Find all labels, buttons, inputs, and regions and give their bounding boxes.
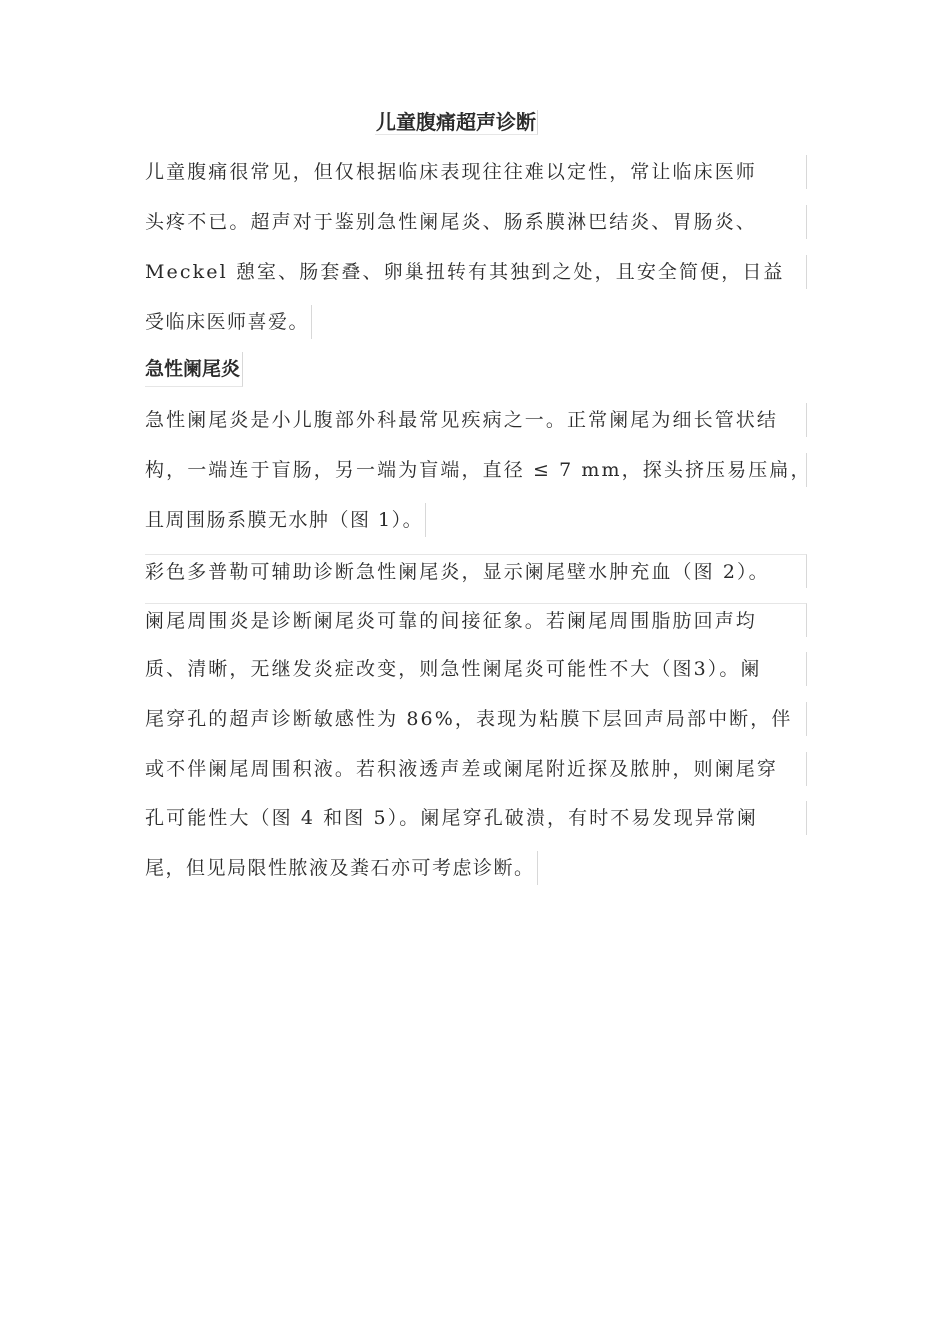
para1-line-2: 构，一端连于盲肠，另一端为盲端，直径 ≤ 7 mm，探头挤压易压扁， [145, 453, 807, 487]
intro-line-4: 受临床医师喜爱。 [145, 305, 312, 339]
para3-line-2: 质、清晰，无继发炎症改变，则急性阑尾炎可能性不大（图3）。阑 [145, 652, 807, 686]
intro-line-1: 儿童腹痛很常见，但仅根据临床表现往往难以定性，常让临床医师 [145, 155, 807, 189]
para3-line-6: 尾，但见局限性脓液及粪石亦可考虑诊断。 [145, 851, 538, 885]
intro-line-3: Meckel 憩室、肠套叠、卵巢扭转有其独到之处，且安全简便，日益 [145, 255, 807, 289]
document-title-text: 儿童腹痛超声诊断 [376, 110, 536, 134]
para1-line-1: 急性阑尾炎是小儿腹部外科最常见疾病之一。正常阑尾为细长管状结 [145, 403, 807, 437]
document-title [0, 104, 913, 140]
section-heading: 急性阑尾炎 [145, 352, 243, 387]
para3-line-5: 孔可能性大（图 4 和图 5）。阑尾穿孔破溃，有时不易发现异常阑 [145, 801, 807, 835]
para3-line-1: 阑尾周围炎是诊断阑尾炎可靠的间接征象。若阑尾周围脂肪回声均 [145, 603, 807, 637]
intro-line-2: 头疼不已。超声对于鉴别急性阑尾炎、肠系膜淋巴结炎、胃肠炎、 [145, 205, 807, 239]
para2-line-1: 彩色多普勒可辅助诊断急性阑尾炎，显示阑尾壁水肿充血（图 2）。 [145, 554, 807, 588]
para3-line-3: 尾穿孔的超声诊断敏感性为 86%，表现为粘膜下层回声局部中断，伴 [145, 702, 807, 736]
para1-line-3: 且周围肠系膜无水肿（图 1）。 [145, 503, 426, 537]
para3-line-4: 或不伴阑尾周围积液。若积液透声差或阑尾附近探及脓肿，则阑尾穿 [145, 752, 807, 786]
